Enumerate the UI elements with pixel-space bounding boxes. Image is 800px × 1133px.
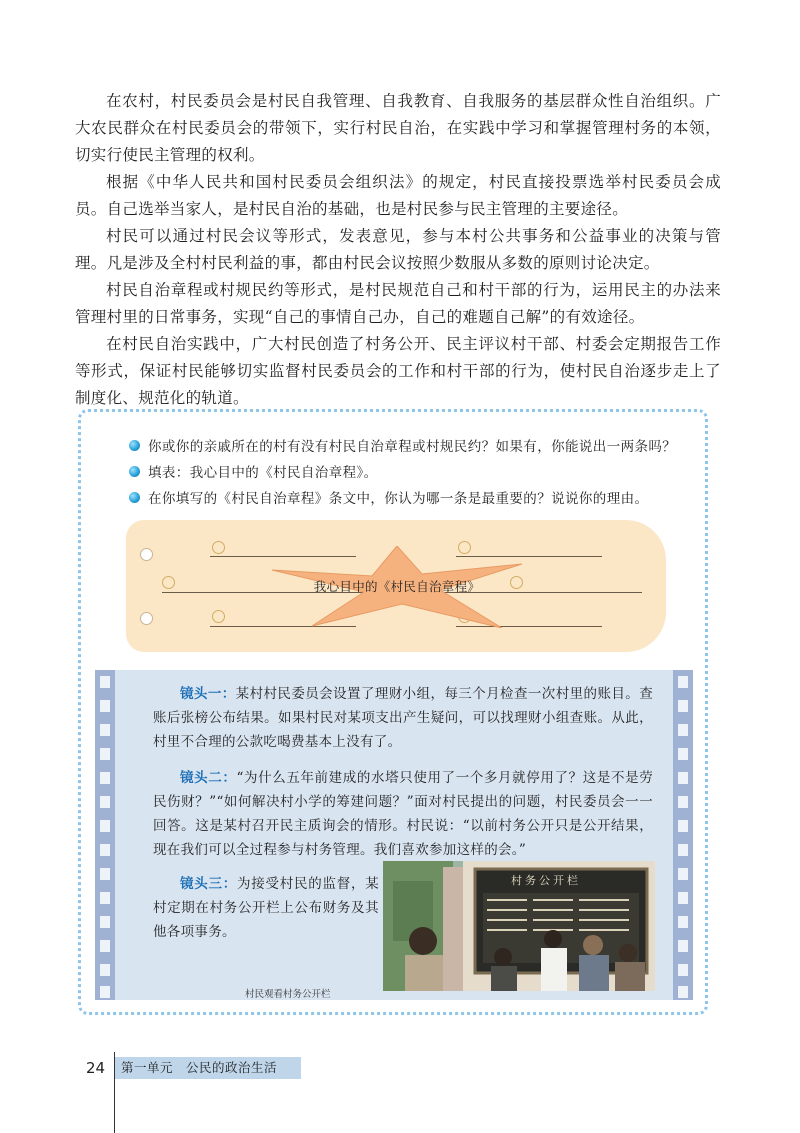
- board-title: 村务公开栏: [511, 874, 581, 887]
- film-strip: [95, 670, 693, 1000]
- film-edge-right: [673, 670, 693, 1000]
- shot-two: [153, 766, 653, 862]
- question-text: 你或你的亲戚所在的村有没有村民自治章程或村规民约？如果有，你能说出一两条吗？: [148, 439, 677, 455]
- bullet-icon: [129, 440, 140, 451]
- section-title: 第一单元 公民的政治生活: [115, 1057, 301, 1079]
- paragraph: 根据《中华人民共和国村民委员会组织法》的规定，村民直接投票选举村民委员会成员。自己选举当家人，是村民自治的基础，也是村民参与民主管理的主要途径。: [75, 173, 721, 218]
- question-item: [129, 432, 699, 458]
- card-hole: [140, 612, 153, 625]
- shot-text: 某村村民委员会设置了理财小组，每三个月检查一次村里的账目。查账后张榜公布结果。如果村民对某项支出产生疑问，可以找理财小组查账。从此，村里不合理的公款吃喝费基本上没有了。: [153, 686, 654, 750]
- charter-fill-in-card: [126, 520, 666, 652]
- shot-three: [153, 872, 379, 944]
- body-text: [75, 88, 721, 412]
- card-hole: [140, 548, 153, 561]
- shot-label: 镜头二：: [180, 770, 237, 786]
- page-number: 24: [86, 1059, 106, 1077]
- film-edge-left: [95, 670, 115, 1000]
- shot-text: 为接受村民的监督，某村定期在村务公开栏上公布财务及其他各项事务。: [153, 876, 379, 940]
- ring-icon: [212, 610, 225, 623]
- question-item: [129, 484, 699, 510]
- paragraph: 在村民自治实践中，广大村民创造了村务公开、民主评议村干部、村委会定期报告工作等形式，保证村民能够切实监督村民委员会的工作和村干部的行为，使村民自治逐步走上了制度化、规范化的轨道。: [75, 335, 721, 407]
- village-board-photo: [383, 861, 655, 991]
- paragraph: 村民可以通过村民会议等形式，发表意见，参与本村公共事务和公益事业的决策与管理。凡是涉及全村村民利益的事，都由村民会议按照少数服从多数的原则讨论决定。: [75, 227, 721, 272]
- activity-box: [78, 409, 708, 1015]
- ring-icon: [212, 541, 225, 554]
- shot-label: 镜头三：: [180, 876, 237, 892]
- question-text: 在你填写的《村民自治章程》条文中，你认为哪一条是最重要的？说说你的理由。: [148, 491, 649, 507]
- question-list: [129, 432, 699, 510]
- question-item: [129, 458, 699, 484]
- paragraph: 村民自治章程或村规民约等形式，是村民规范自己和村干部的行为，运用民主的办法来管理村里的日常事务，实现“自己的事情自己办，自己的难题自己解”的有效途径。: [75, 281, 721, 326]
- photo-caption: 村民观看村务公开栏: [245, 989, 331, 1000]
- ring-icon: [162, 576, 175, 589]
- shot-text: “为什么五年前建成的水塔只使用了一个多月就停用了？这是不是劳民伤财？”“如何解决村小学的筹建问题？”面对村民提出的问题，村民委员会一一回答。这是某村召开民主质询会的情形。村民说：“以前村务公开只是公开结果，现在我们可以全过程参与村务管理。我们喜欢参加这样的会。”: [153, 770, 654, 858]
- shot-one: [153, 682, 653, 754]
- bullet-icon: [129, 492, 140, 503]
- question-text: 填表：我心目中的《村民自治章程》。: [148, 465, 378, 481]
- shot-label: 镜头一：: [180, 686, 236, 702]
- star-label: 我心目中的《村民自治章程》: [313, 579, 481, 594]
- paragraph: 在农村，村民委员会是村民自我管理、自我教育、自我服务的基层群众性自治组织。广大农民群众在村民委员会的带领下，实行村民自治，在实践中学习和掌握管理村务的本领，切实行使民主管理的权利。: [75, 92, 721, 164]
- bullet-icon: [129, 466, 140, 477]
